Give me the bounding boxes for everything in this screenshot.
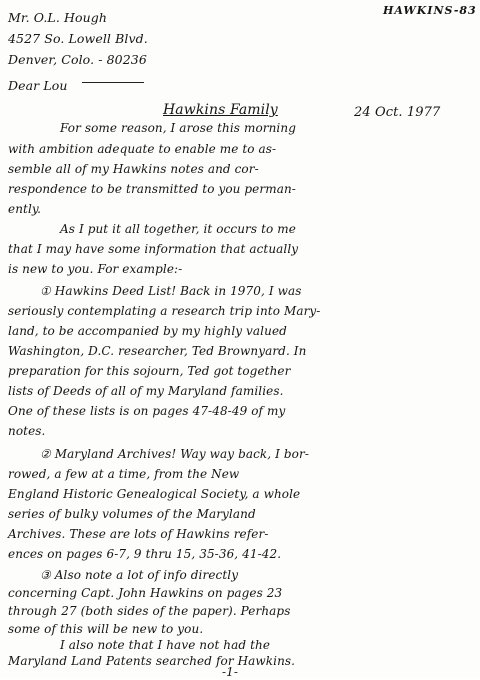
body-line: ently. [8,202,42,216]
body-line: is new to you. For example:- [8,262,183,276]
body-line: semble all of my Hawkins notes and cor- [8,162,259,176]
body-line: notes. [8,424,46,438]
body-line: Washington, D.C. researcher, Ted Brownyard. In [8,344,307,358]
page-number: -1- [222,665,239,679]
body-line: ① Hawkins Deed List! Back in 1970, I was [40,284,302,298]
body-line: Maryland Land Patents searched for Hawkins. [8,654,296,668]
reference-label: HAWKINS-83 [383,4,477,17]
body-line: ences on pages 6-7, 9 thru 15, 35-36, 41-42. [8,547,282,561]
body-line: England Historic Genealogical Society, a whole [8,487,301,501]
body-line: I also note that I have not had the [60,638,271,652]
body-line: preparation for this sojourn, Ted got together [8,364,291,378]
body-line: respondence to be transmitted to you perman- [8,182,296,196]
body-line: through 27 (both sides of the paper). Perhaps [8,604,291,618]
body-line: series of bulky volumes of the Maryland [8,507,256,521]
body-line: One of these lists is on pages 47-48-49 of my [8,404,286,418]
address-line-street: 4527 So. Lowell Blvd. [8,31,148,46]
body-line: Archives. These are lots of Hawkins refer- [8,527,269,541]
body-line: some of this will be new to you. [8,622,204,636]
salutation: Dear Lou [8,78,68,93]
body-line: land, to be accompanied by my highly valued [8,324,287,338]
address-line-name: Mr. O.L. Hough [8,10,108,25]
body-line: lists of Deeds of all of my Maryland families. [8,384,284,398]
body-line: As I put it all together, it occurs to me [60,222,296,236]
body-line: ③ Also note a lot of info directly [40,568,239,582]
body-line: ② Maryland Archives! Way way back, I bor- [40,447,309,461]
body-line: For some reason, I arose this morning [60,121,296,135]
body-line: seriously contemplating a research trip into Mary- [8,304,321,318]
body-line: that I may have some information that actually [8,242,299,256]
letter-title: Hawkins Family [163,102,278,118]
body-line: rowed, a few at a time, from the New [8,467,240,481]
body-line: with ambition adequate to enable me to as- [8,142,277,156]
letter-date: 24 Oct. 1977 [354,105,441,120]
body-line: concerning Capt. John Hawkins on pages 23 [8,586,283,600]
salutation-underline [82,82,144,83]
address-line-city: Denver, Colo. - 80236 [8,52,147,67]
